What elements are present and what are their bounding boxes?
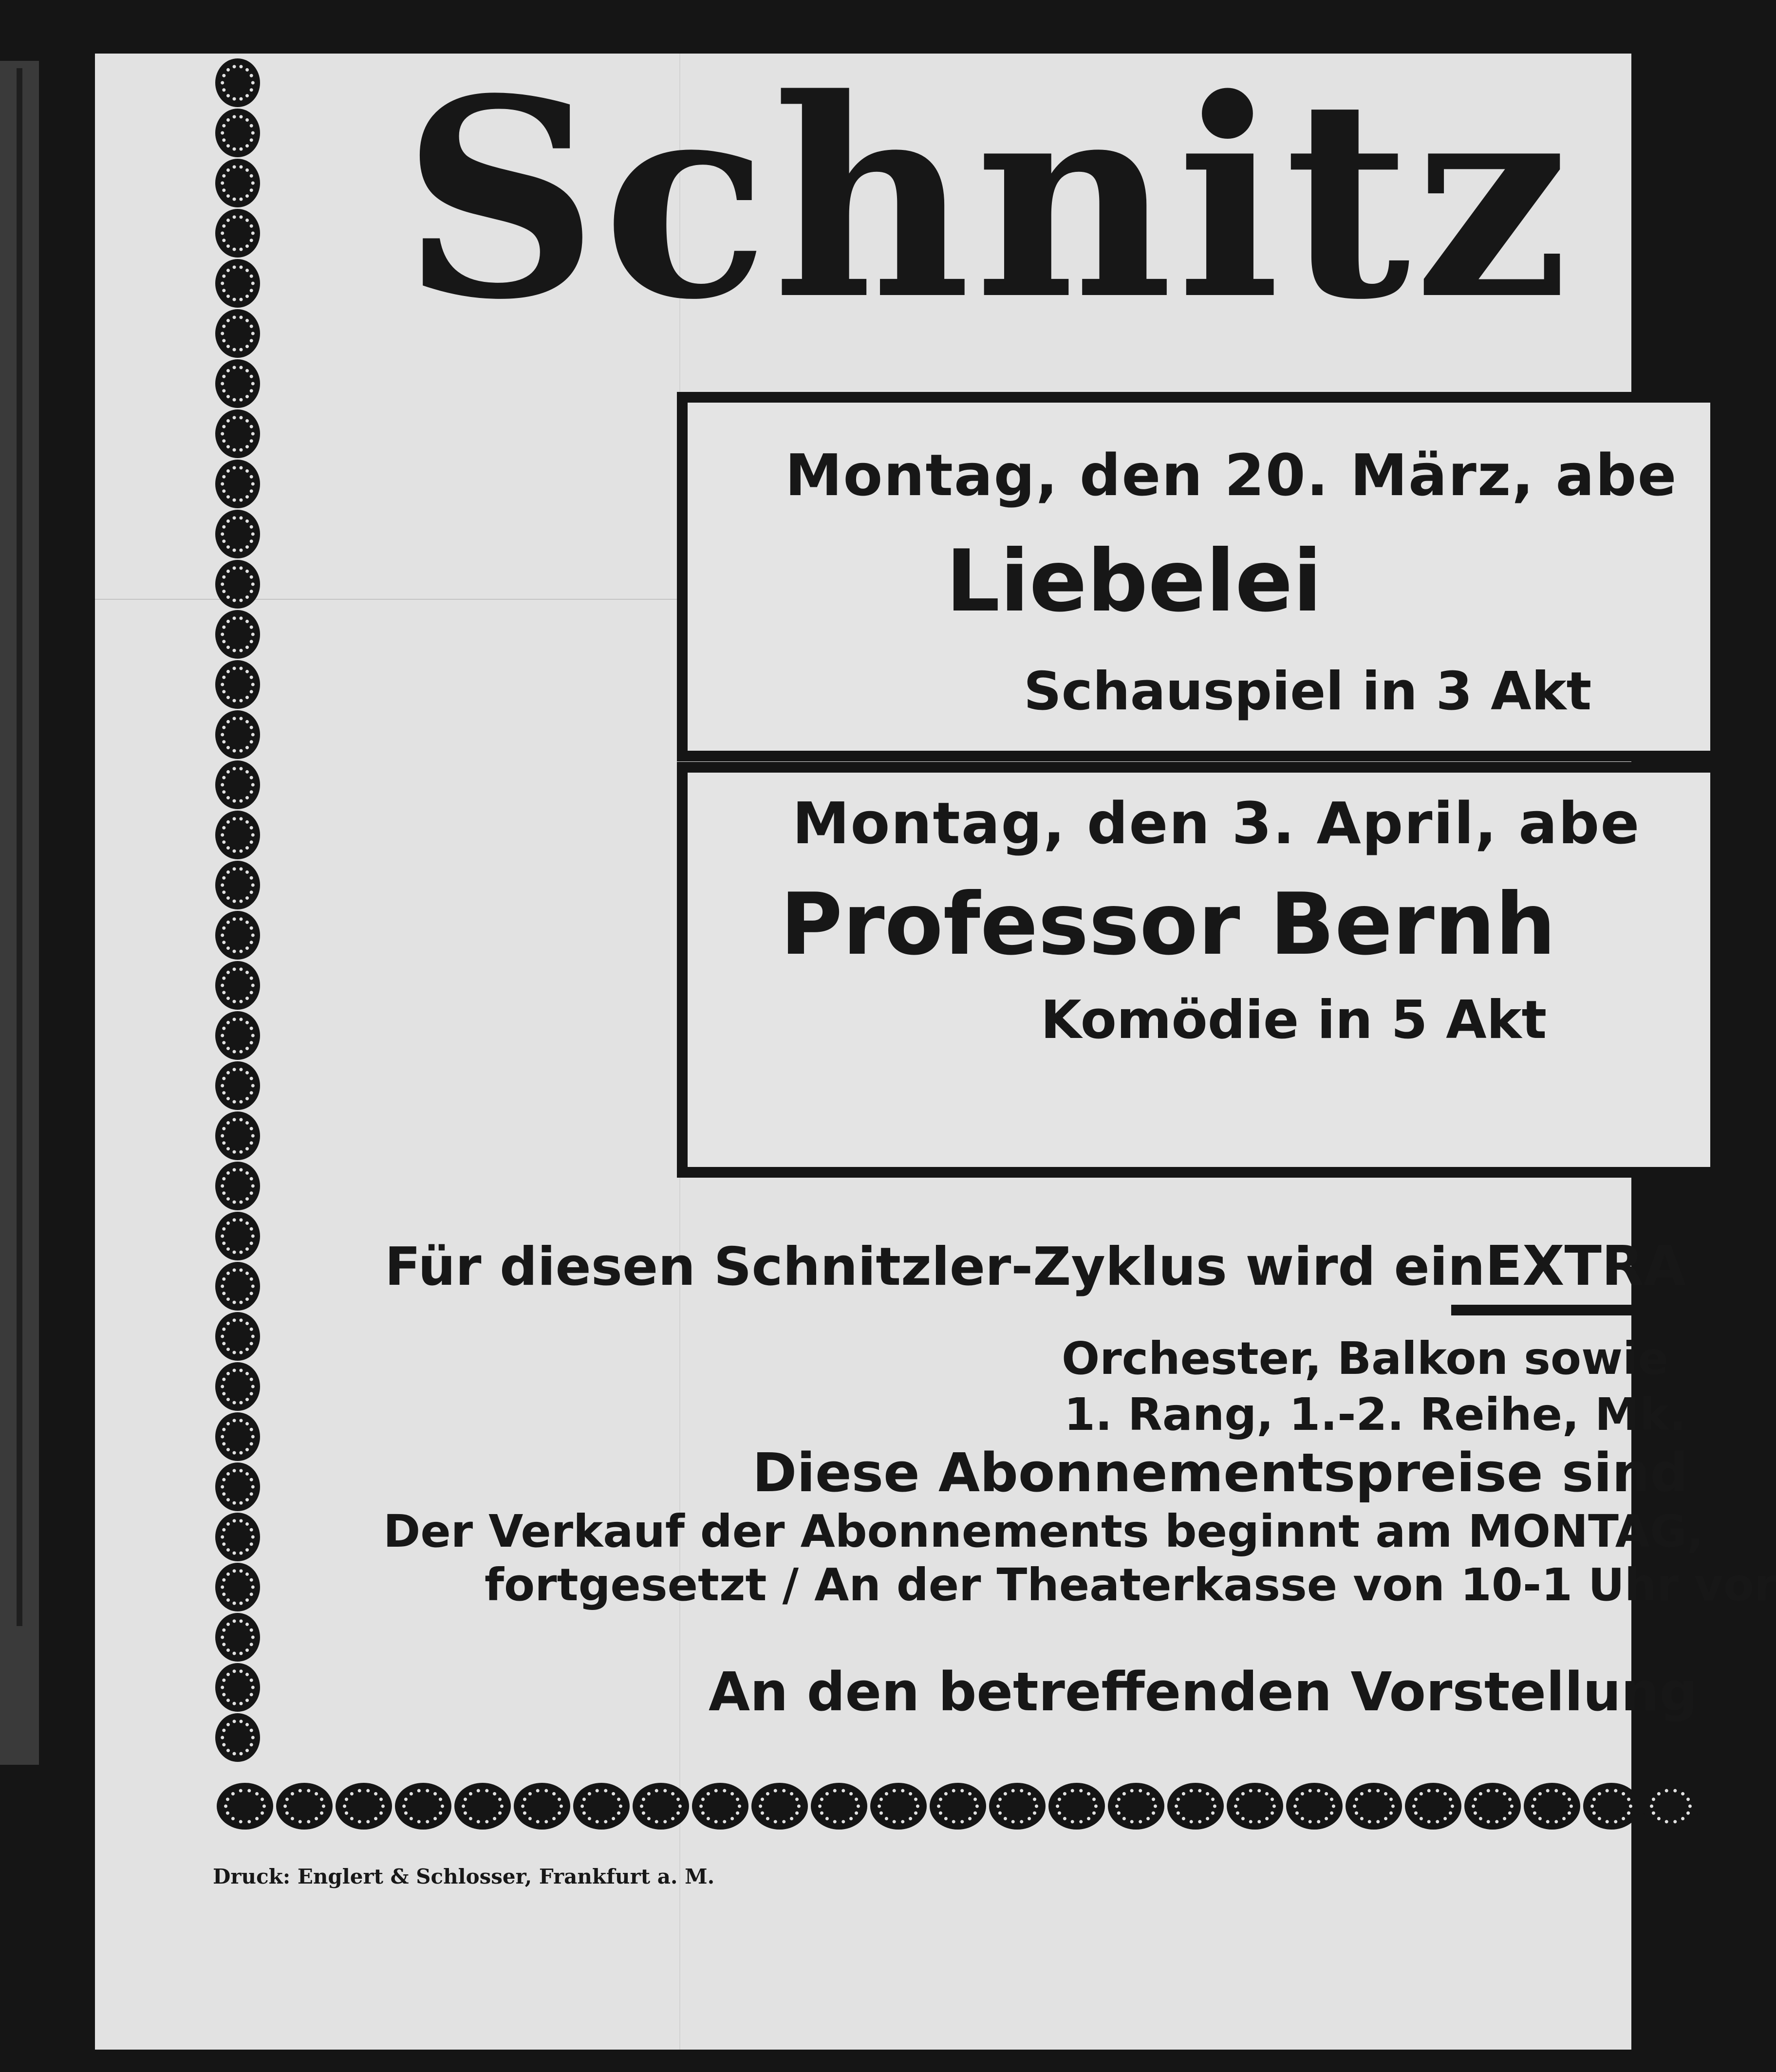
cycle-highlight: EXTRA [1485,1235,1686,1298]
chain-link-ornament [215,1663,260,1712]
chain-link-ornament [215,1362,260,1411]
extra-underline [1451,1305,1695,1315]
chain-link-ornament [215,409,260,458]
performance-evenings-note: An den betreffenden Vorstellung [709,1661,1698,1723]
chain-link-ornament [215,1061,260,1110]
chain-link-ornament [215,1312,260,1361]
adjacent-poster-edge [17,68,22,1626]
chain-link-ornament [215,1513,260,1561]
chain-link-ornament [215,460,260,508]
chain-link-ornament [870,1783,927,1830]
chain-link-ornament [215,510,260,558]
chain-link-ornament [215,961,260,1010]
chain-link-ornament [1286,1783,1343,1830]
chain-link-ornament [215,58,260,107]
chain-link-ornament [1227,1783,1283,1830]
chain-link-ornament [215,760,260,809]
chain-link-ornament [215,159,260,207]
subscription-note: Diese Abonnementspreise sind [752,1442,1689,1504]
poster-sheet [95,39,1776,2050]
prices-line-2: 1. Rang, 1.-2. Reihe, Mk. [1064,1388,1686,1441]
chain-link-ornament [215,109,260,157]
chain-link-ornament [1464,1783,1521,1830]
chain-link-ornament [215,209,260,258]
chain-link-ornament [336,1783,392,1830]
chain-link-ornament [215,1563,260,1611]
chain-link-ornament [514,1783,570,1830]
chain-link-ornament [215,259,260,308]
event-1-genre: Schauspiel in 3 Akt [1024,661,1592,722]
poster-title: Schnitz [402,39,1573,360]
prices-line-1: Orchester, Balkon sowie [1062,1332,1669,1385]
chain-link-ornament [930,1783,986,1830]
chain-link-ornament [215,610,260,659]
chain-link-ornament [395,1783,451,1830]
ornamental-border-horizontal [211,1775,1672,1838]
chain-link-ornament [215,1162,260,1210]
chain-link-ornament [1048,1783,1105,1830]
chain-link-ornament [1167,1783,1224,1830]
cycle-prefix: Für diesen Schnitzler-Zyklus wird ein [385,1237,1485,1297]
chain-link-ornament [1583,1783,1640,1830]
chain-link-ornament [215,1713,260,1762]
chain-link-ornament [1643,1783,1699,1830]
event-1-date: Montag, den 20. März, abe [785,442,1678,509]
event-box-1 [677,392,1721,761]
chain-link-ornament [215,1111,260,1160]
chain-link-ornament [573,1783,630,1830]
chain-link-ornament [215,1613,260,1662]
event-box-2 [677,762,1721,1178]
chain-link-ornament [215,660,260,709]
chain-link-ornament [217,1783,273,1830]
cycle-announcement [385,1235,1686,1298]
chain-link-ornament [633,1783,689,1830]
chain-link-ornament [751,1783,808,1830]
event-2-date: Montag, den 3. April, abe [792,790,1641,857]
chain-link-ornament [692,1783,748,1830]
chain-link-ornament [1405,1783,1461,1830]
ornamental-border-vertical [211,54,264,1831]
sale-line-1: Der Verkauf der Abonnements beginnt am MONTAG, [383,1505,1704,1557]
chain-link-ornament [215,1212,260,1260]
event-2-genre: Komödie in 5 Akt [1041,990,1547,1051]
chain-link-ornament [215,309,260,358]
sale-line-2: fortgesetzt / An der Theaterkasse von 10-1 Uhr vor [485,1559,1776,1611]
printer-imprint: Druck: Englert & Schlosser, Frankfurt a. M. [213,1865,715,1888]
chain-link-ornament [215,560,260,609]
chain-link-ornament [215,811,260,859]
chain-link-ornament [1524,1783,1580,1830]
event-2-play: Professor Bernh [780,875,1556,974]
event-1-play: Liebelei [946,532,1322,631]
chain-link-ornament [811,1783,867,1830]
chain-link-ornament [454,1783,511,1830]
chain-link-ornament [215,861,260,909]
chain-link-ornament [1108,1783,1164,1830]
chain-link-ornament [215,1262,260,1311]
chain-link-ornament [215,359,260,408]
chain-link-ornament [989,1783,1046,1830]
chain-link-ornament [215,1462,260,1511]
chain-link-ornament [215,710,260,759]
chain-link-ornament [215,911,260,960]
chain-link-ornament [1346,1783,1402,1830]
paper-crease [95,599,777,600]
chain-link-ornament [215,1011,260,1060]
chain-link-ornament [276,1783,333,1830]
chain-link-ornament [215,1412,260,1461]
